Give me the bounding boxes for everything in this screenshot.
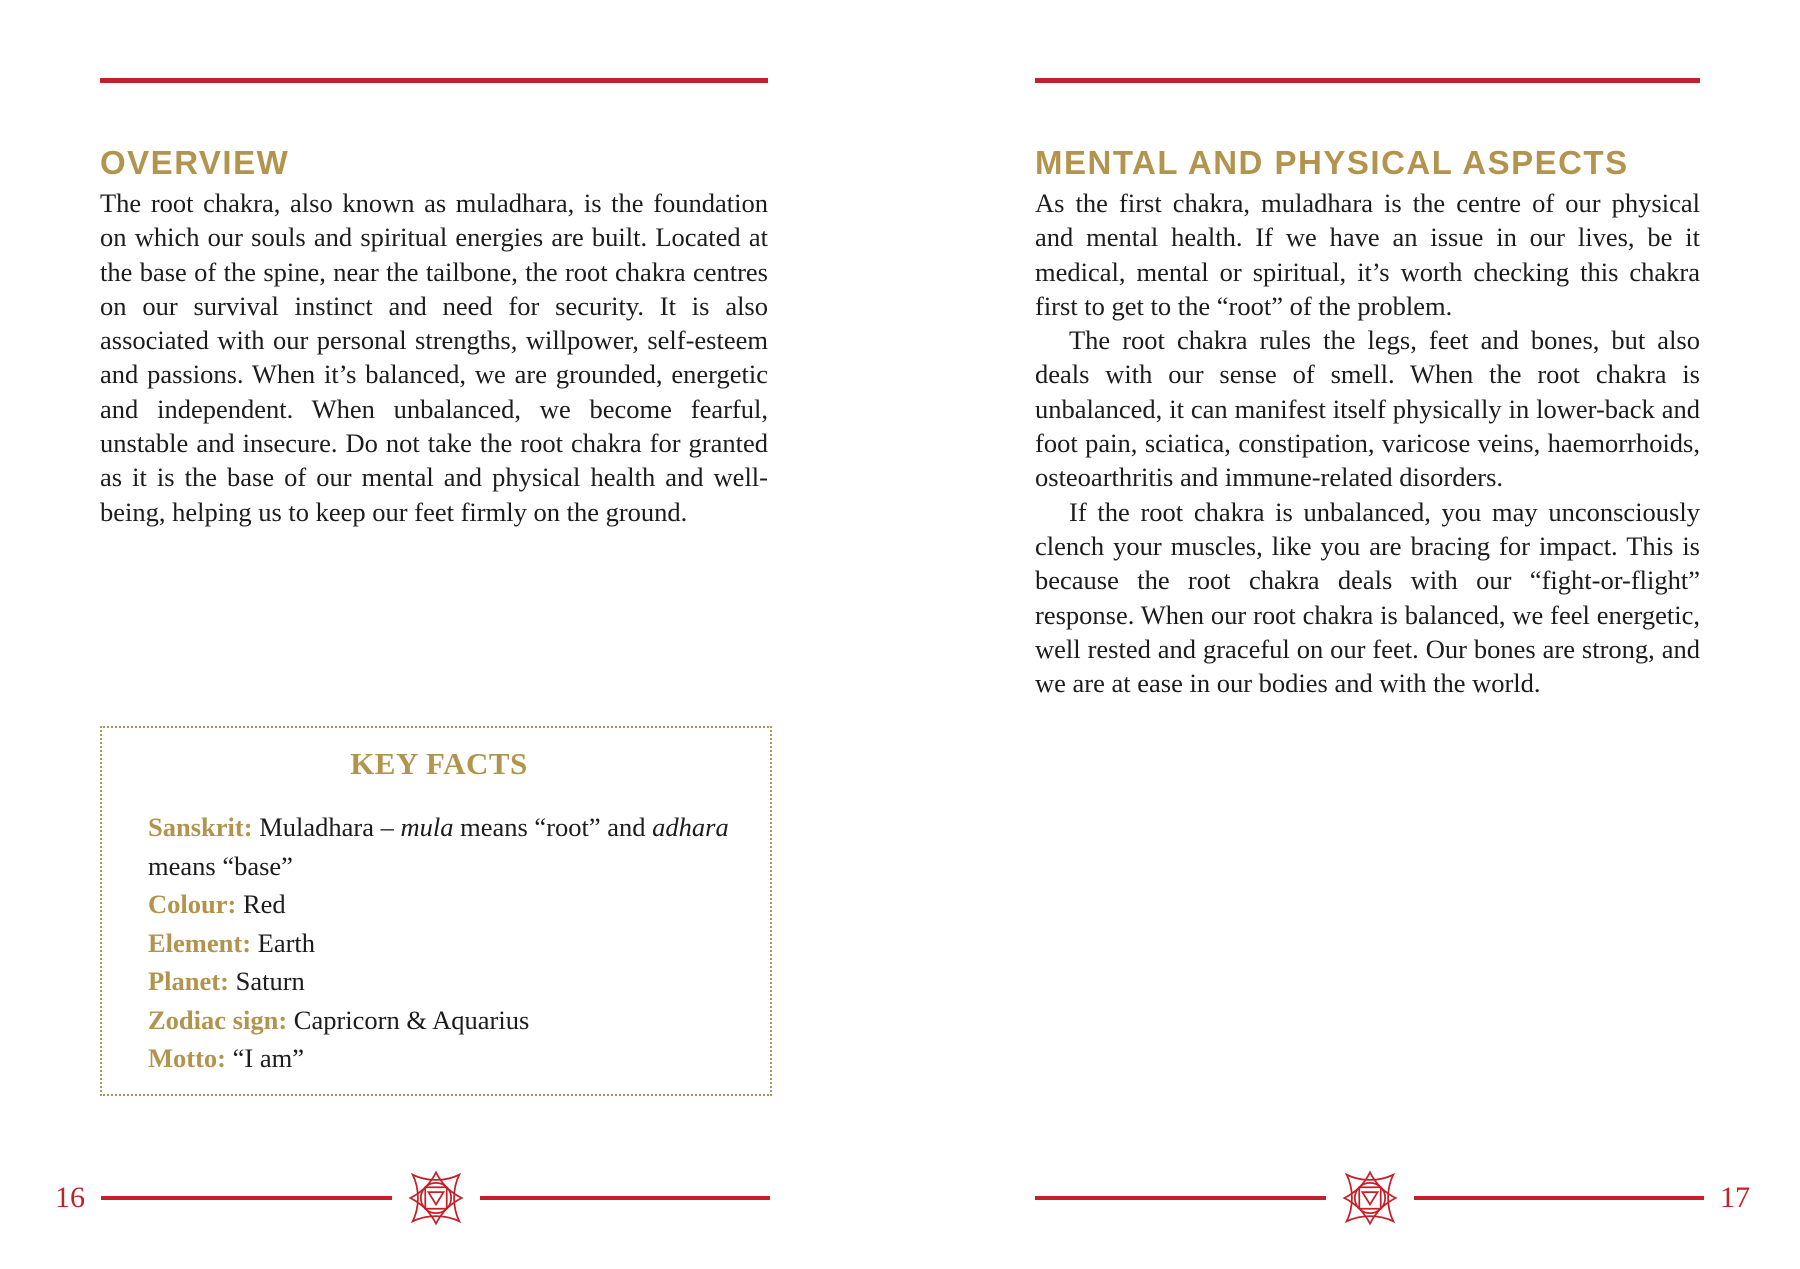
key-fact-value: “I am”	[232, 1043, 304, 1073]
muladhara-chakra-icon	[408, 1168, 464, 1228]
key-fact-item	[148, 924, 730, 963]
key-fact-item	[148, 885, 730, 924]
key-fact-item	[148, 1039, 730, 1078]
paragraph: The root chakra, also known as muladhara, is the foundation on which our souls and spiritual energies are built. Located at the base of the spine, near the tailbone, the root chakra centres on our survival instinct and need for security. It is also associated with our personal strengths, willpower, self-esteem and passions. When it’s balanced, we are grounded, energetic and independent. When unbalanced, we become fearful, unstable and insecure. Do not take the root chakra for granted as it is the base of our mental and physical health and well-being, helping us to keep our feet firmly on the ground.	[100, 188, 768, 527]
muladhara-chakra-icon	[1342, 1168, 1398, 1228]
key-fact-value: Capricorn & Aquarius	[293, 1004, 530, 1035]
key-fact-value: Earth	[257, 927, 316, 958]
footer-rule	[1414, 1196, 1705, 1201]
paragraph: The root chakra rules the legs, feet and bones, but also deals with our sense of smell. When the root chakra is unbalanced, it can manifest itself physically in lower-back and foot pain, sciatica, constipation, varicose veins, haemorrhoids, osteoarthritis and immune-related disorders.	[1035, 325, 1700, 493]
key-fact-item	[148, 808, 730, 885]
footer-rule	[101, 1196, 392, 1201]
key-fact-value: Muladhara –	[259, 812, 401, 842]
key-fact-value: means “root” and	[453, 812, 653, 842]
overview-body-text	[100, 186, 768, 529]
key-fact-label: Motto:	[148, 1043, 233, 1073]
key-facts-title: KEY FACTS	[350, 746, 528, 781]
section-heading-overview: OVERVIEW	[100, 144, 290, 181]
key-fact-value: Saturn	[235, 966, 305, 996]
top-rule-divider	[1035, 78, 1700, 83]
key-fact-label: Colour:	[148, 889, 243, 919]
page-footer-left	[55, 1172, 770, 1224]
key-fact-value: mula	[400, 812, 454, 842]
key-fact-label: Sanskrit:	[148, 812, 260, 842]
key-fact-label: Zodiac sign:	[148, 1004, 294, 1035]
key-fact-item	[148, 1001, 730, 1040]
page-right	[900, 0, 1800, 1269]
section-heading-mental-physical: MENTAL AND PHYSICAL ASPECTS	[1035, 144, 1629, 181]
key-fact-label: Element:	[148, 927, 258, 958]
key-fact-value: Red	[242, 889, 286, 919]
key-facts-box	[100, 726, 772, 1096]
page-number: 17	[1720, 1181, 1750, 1214]
key-fact-value: means “base”	[148, 850, 293, 881]
key-fact-item	[148, 962, 730, 1001]
top-rule-divider	[100, 78, 768, 83]
paragraph: If the root chakra is unbalanced, you may unconsciously clench your muscles, like you are bracing for impact. This is because the root chakra deals with our “fight-or-flight” response. When our root chakra is balanced, we feel energetic, well rested and graceful on our feet. Our bones are strong, and we are at ease in our bodies and with the world.	[1035, 496, 1700, 699]
key-fact-value: adhara	[652, 812, 729, 842]
key-facts-list	[148, 808, 730, 1078]
footer-rule	[480, 1196, 771, 1201]
right-page-paragraphs	[1035, 186, 1700, 700]
paragraph: As the first chakra, muladhara is the centre of our physical and mental health. If we have an issue in our lives, be it medical, mental or spiritual, it’s worth checking this chakra first to get to the “root” of the problem.	[1035, 188, 1700, 321]
key-fact-label: Planet:	[148, 966, 236, 996]
page-footer-right	[1035, 1172, 1750, 1224]
footer-rule	[1035, 1196, 1326, 1201]
page-number: 16	[55, 1181, 85, 1214]
